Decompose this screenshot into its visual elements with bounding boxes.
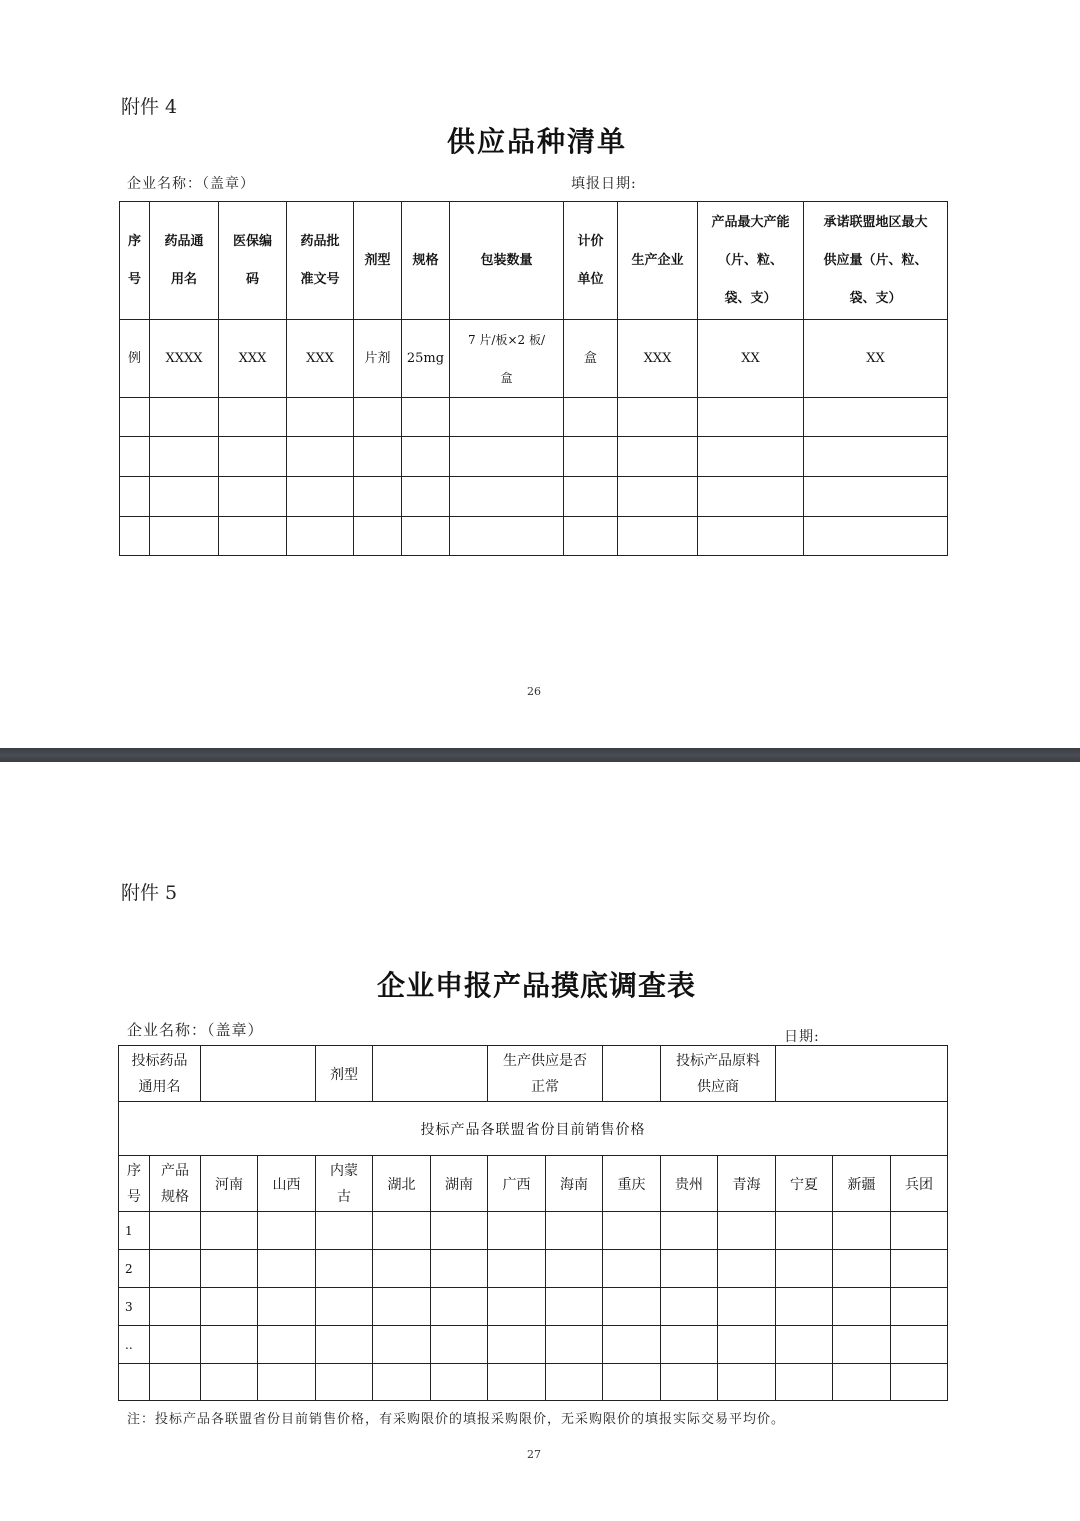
example-row — [120, 320, 948, 398]
header-insurance-code: 医保编 码 — [219, 202, 287, 320]
supply-normal-field[interactable] — [603, 1046, 661, 1102]
header-chongqing: 重庆 — [603, 1156, 661, 1212]
drug-name-label: 投标药品 通用名 — [119, 1046, 201, 1102]
header-max-supply: 承诺联盟地区最大 供应量（片、粒、 袋、支） — [804, 202, 948, 320]
table-row — [119, 1364, 948, 1401]
row-index: 3 — [119, 1288, 150, 1326]
row-index: 1 — [119, 1212, 150, 1250]
header-spec: 规格 — [402, 202, 450, 320]
price-banner: 投标产品各联盟省份目前销售价格 — [119, 1102, 948, 1156]
dosage-form-field[interactable] — [373, 1046, 488, 1102]
page-number: 27 — [527, 1448, 541, 1461]
company-name-label: 企业名称：（盖章） — [127, 1021, 264, 1039]
row-index — [119, 1364, 150, 1401]
header-seq: 序 号 — [119, 1156, 150, 1212]
header-guangxi: 广西 — [488, 1156, 546, 1212]
table-row — [120, 477, 948, 517]
table-row — [119, 1250, 948, 1288]
cell-spec: 25mg — [402, 320, 450, 398]
survey-table — [118, 1045, 948, 1401]
company-name-label: 企业名称：（盖章） — [127, 176, 255, 192]
dosage-form-label: 剂型 — [316, 1046, 373, 1102]
page-divider — [0, 748, 1080, 762]
row-index: 2 — [119, 1250, 150, 1288]
table-row — [119, 1326, 948, 1364]
header-hunan: 湖南 — [431, 1156, 488, 1212]
header-max-capacity: 产品最大产能 （片、粒、 袋、支） — [698, 202, 804, 320]
attachment-label: 附件 4 — [121, 96, 178, 118]
header-manufacturer: 生产企业 — [618, 202, 698, 320]
header-shanxi: 山西 — [258, 1156, 316, 1212]
cell-approval-no: XXX — [287, 320, 354, 398]
cell-max-capacity: XX — [698, 320, 804, 398]
attachment-label: 附件 5 — [121, 882, 178, 904]
table-row — [119, 1288, 948, 1326]
table-row — [119, 1212, 948, 1250]
page-attachment-4 — [0, 0, 1080, 748]
row-index: .. — [119, 1326, 150, 1364]
page-number: 26 — [527, 685, 541, 698]
header-bingtuan: 兵团 — [891, 1156, 948, 1212]
raw-material-field[interactable] — [776, 1046, 948, 1102]
header-qinghai: 青海 — [718, 1156, 776, 1212]
header-inner-mongolia: 内蒙 古 — [316, 1156, 373, 1212]
table-row — [120, 517, 948, 556]
header-henan: 河南 — [201, 1156, 258, 1212]
page-attachment-5 — [0, 762, 1080, 1521]
header-guizhou: 贵州 — [661, 1156, 718, 1212]
header-spec: 产品 规格 — [150, 1156, 201, 1212]
cell-packing-qty: 7 片/板×2 板/ 盒 — [450, 320, 564, 398]
header-seq: 序 号 — [120, 202, 150, 320]
supply-list-table — [119, 201, 948, 556]
raw-material-label: 投标产品原料 供应商 — [661, 1046, 776, 1102]
header-xinjiang: 新疆 — [833, 1156, 891, 1212]
supply-normal-label: 生产供应是否 正常 — [488, 1046, 603, 1102]
header-hainan: 海南 — [546, 1156, 603, 1212]
header-approval-no: 药品批 准文号 — [287, 202, 354, 320]
cell-seq: 例 — [120, 320, 150, 398]
page-title: 供应品种清单 — [447, 125, 628, 158]
header-dosage-form: 剂型 — [354, 202, 402, 320]
drug-name-field[interactable] — [201, 1046, 316, 1102]
cell-max-supply: XX — [804, 320, 948, 398]
footnote: 注：投标产品各联盟省份目前销售价格，有采购限价的填报采购限价，无采购限价的填报实际交易平均价。 — [127, 1412, 786, 1427]
date-label: 日期: — [784, 1029, 820, 1045]
header-hubei: 湖北 — [373, 1156, 431, 1212]
header-ningxia: 宁夏 — [776, 1156, 833, 1212]
cell-insurance-code: XXX — [219, 320, 287, 398]
cell-generic-name: XXXX — [150, 320, 219, 398]
header-unit: 计价 单位 — [564, 202, 618, 320]
header-generic-name: 药品通 用名 — [150, 202, 219, 320]
header-row — [119, 1156, 948, 1212]
header-packing-qty: 包装数量 — [450, 202, 564, 320]
product-info-row — [119, 1046, 948, 1102]
cell-dosage-form: 片剂 — [354, 320, 402, 398]
cell-unit: 盒 — [564, 320, 618, 398]
table-row — [120, 437, 948, 477]
cell-manufacturer: XXX — [618, 320, 698, 398]
header-row — [120, 202, 948, 320]
fill-date-label: 填报日期: — [571, 176, 637, 192]
price-banner-row — [119, 1102, 948, 1156]
page-title: 企业申报产品摸底调查表 — [377, 969, 697, 1002]
table-row — [120, 398, 948, 437]
